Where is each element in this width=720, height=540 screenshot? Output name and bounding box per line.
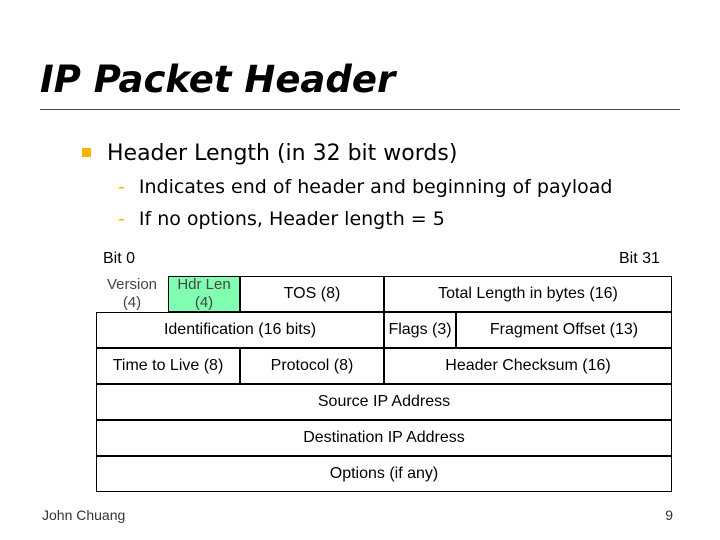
version-name: Version [106,276,158,293]
fragment-offset-field: Fragment Offset (13) [456,312,672,348]
source-ip-field: Source IP Address [96,384,672,420]
flags-field: Flags (3) [384,312,456,348]
main-bullet-text: Header Length (in 32 bit words) [107,141,458,166]
square-bullet-icon [82,148,91,157]
version-bits: (4) [122,294,142,311]
main-bullet [82,140,457,168]
title-divider [40,109,680,110]
hdr-len-name: Hdr Len [177,276,231,293]
destination-ip-field: Destination IP Address [96,420,672,456]
header-checksum-field: Header Checksum (16) [384,348,672,384]
hdr-len-bits: (4) [194,294,214,311]
sub-bullet-1-text: Indicates end of header and beginning of payload [138,176,613,198]
bit-end-label: Bit 31 [619,250,660,267]
dash-bullet-icon: - [118,176,125,198]
sub-bullet-2-text: If no options, Header length = 5 [138,208,445,230]
footer-author: John Chuang [42,507,126,523]
tos-field: TOS (8) [240,276,384,312]
options-field: Options (if any) [96,456,672,492]
protocol-field: Protocol (8) [240,348,384,384]
slide-title: IP Packet Header [40,58,396,101]
version-field [100,276,164,312]
footer-page-number: 9 [665,507,673,523]
total-length-field: Total Length in bytes (16) [384,276,672,312]
bit-start-label: Bit 0 [103,250,136,267]
identification-field: Identification (16 bits) [96,312,384,348]
sub-bullet-2 [118,207,445,231]
ttl-field: Time to Live (8) [96,348,240,384]
hdr-len-field [168,276,240,312]
sub-bullet-1 [118,175,612,199]
dash-bullet-icon: - [118,208,125,230]
